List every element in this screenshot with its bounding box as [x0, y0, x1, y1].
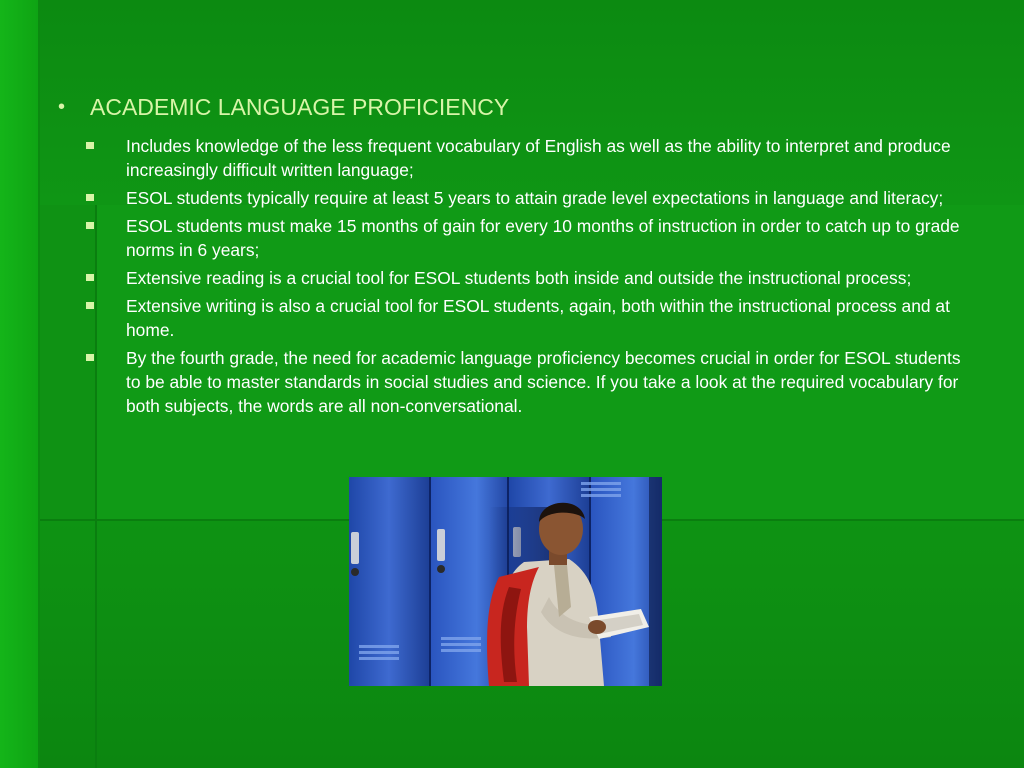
list-item-text: Extensive reading is a crucial tool for ESOL students both inside and outside the instructional process; — [126, 268, 912, 288]
list-item-text: ESOL students must make 15 months of gain for every 10 months of instruction in order to catch up to grade norms in 6 years; — [126, 216, 960, 260]
student-reading-at-lockers-photo — [349, 477, 662, 686]
square-bullet-icon — [86, 302, 94, 309]
slide-heading — [58, 94, 509, 121]
background-left-band — [0, 0, 40, 768]
list-item-text: Extensive writing is also a crucial tool for ESOL students, again, both within the instructional process and at home. — [126, 296, 950, 340]
square-bullet-icon — [86, 274, 94, 281]
list-item-text: Includes knowledge of the less frequent vocabulary of English as well as the ability to interpret and produce increasingly difficult written language; — [126, 136, 951, 180]
heading-bullet: • — [58, 96, 66, 118]
background-divider-left — [38, 0, 40, 768]
list-item — [84, 266, 964, 290]
list-item — [84, 134, 964, 182]
list-item — [84, 294, 964, 342]
square-bullet-icon — [86, 222, 94, 229]
bullet-list — [84, 134, 964, 422]
list-item — [84, 186, 964, 210]
list-item-text: ESOL students typically require at least 5 years to attain grade level expectations in language and literacy; — [126, 188, 944, 208]
square-bullet-icon — [86, 194, 94, 201]
heading-text: ACADEMIC LANGUAGE PROFICIENCY — [90, 94, 510, 120]
list-item-text: By the fourth grade, the need for academic language proficiency becomes crucial in order for ESOL students to be able to master standards in social studies and science. If you take a look at the required vocabulary for both subjects, the words are all non-conversational. — [126, 348, 961, 416]
student-reading-photo — [349, 477, 662, 686]
list-item — [84, 214, 964, 262]
square-bullet-icon — [86, 142, 94, 149]
list-item — [84, 346, 964, 418]
square-bullet-icon — [86, 354, 94, 361]
